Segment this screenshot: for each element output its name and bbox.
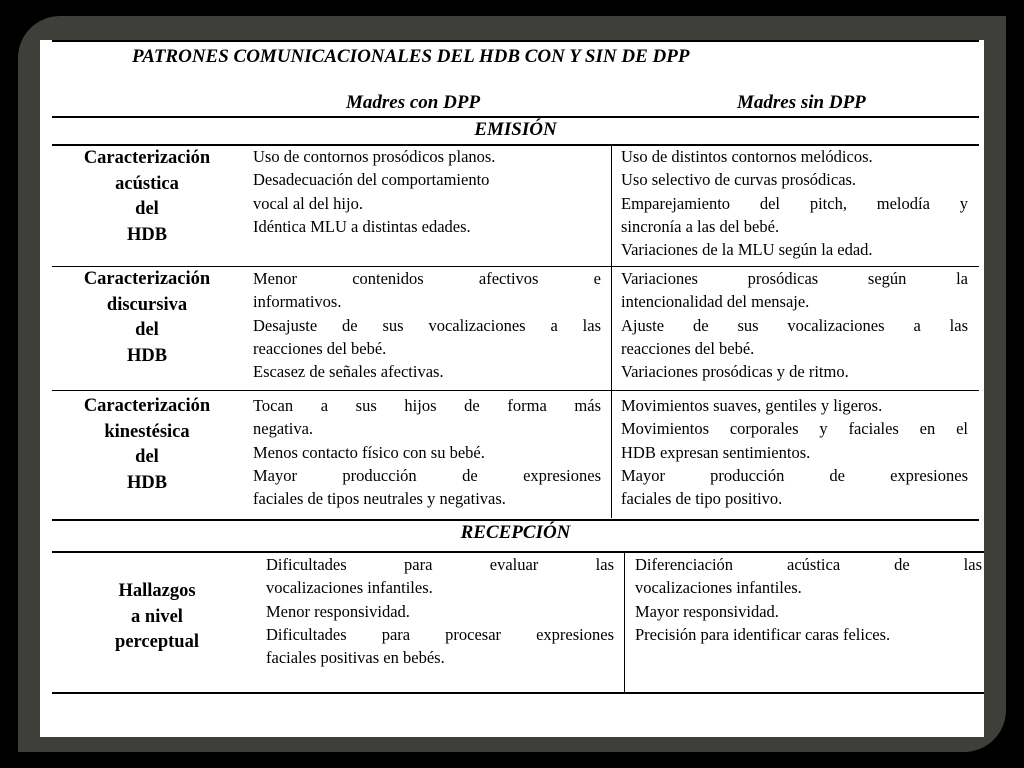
divider-acustica [611, 144, 612, 266]
header-rule [52, 116, 979, 118]
section-heading-emision: EMISIÓN [474, 119, 557, 140]
divider-perceptual [624, 551, 625, 693]
row-label-discursiva: Caracterización discursiva del HDB [83, 269, 211, 366]
recepcion-top-rule [52, 519, 979, 521]
row-label-acustica: Caracterización acústica del HDB [83, 148, 211, 245]
row-rule-2 [52, 390, 979, 391]
cell-perceptual-sin-dpp: Diferenciación acústica de las vocalizaciones infantiles. Mayor responsividad. Precisión para identificar caras felices. [635, 555, 982, 644]
column-header-con-dpp: Madres con DPP [346, 92, 481, 113]
row-label-perceptual: Hallazgos a nivel perceptual [115, 581, 199, 652]
top-rule [52, 40, 979, 42]
section-heading-recepcion: RECEPCIÓN [460, 522, 571, 543]
cell-discursiva-con-dpp: Menor contenidos afectivos e informativos. Desajuste de sus vocalizaciones a las reacciones del bebé. Escasez de señales afectivas. [253, 269, 601, 382]
row-label-kinestesica: Caracterización kinestésica del HDB [83, 396, 211, 493]
bottom-rule [52, 692, 984, 694]
divider-kinestesica [611, 390, 612, 518]
divider-discursiva [611, 266, 612, 390]
cell-kinestesica-sin-dpp: Movimientos suaves, gentiles y ligeros. Movimientos corporales y faciales en el HDB expresan sentimientos. Mayor producción de expresiones faciales de tipo positivo. [621, 396, 968, 509]
cell-acustica-sin-dpp: Uso de distintos contornos melódicos. Uso selectivo de curvas prosódicas. Emparejamiento del pitch, melodía y sincronía a las del bebé. Variaciones de la MLU según la edad. [621, 147, 968, 260]
cell-kinestesica-con-dpp: Tocan a sus hijos de forma más negativa. Menos contacto físico con su bebé. Mayor producción de expresiones faciales de tipos neutrales y negativas. [253, 396, 601, 509]
cell-discursiva-sin-dpp: Variaciones prosódicas según la intencionalidad del mensaje. Ajuste de sus vocalizaciones a las reacciones del bebé. Variaciones prosódicas y de ritmo. [621, 269, 968, 382]
cell-perceptual-con-dpp: Dificultades para evaluar las vocalizaciones infantiles. Menor responsividad. Dificultades para procesar expresiones faciales positivas en bebés. [266, 555, 614, 668]
page-title: PATRONES COMUNICACIONALES DEL HDB CON Y SIN DE DPP [132, 46, 690, 67]
slide [40, 40, 984, 737]
cell-acustica-con-dpp: Uso de contornos prosódicos planos. Desadecuación del comportamiento vocal al del hijo. Idéntica MLU a distintas edades. [253, 147, 496, 236]
column-header-sin-dpp: Madres sin DPP [737, 92, 866, 113]
